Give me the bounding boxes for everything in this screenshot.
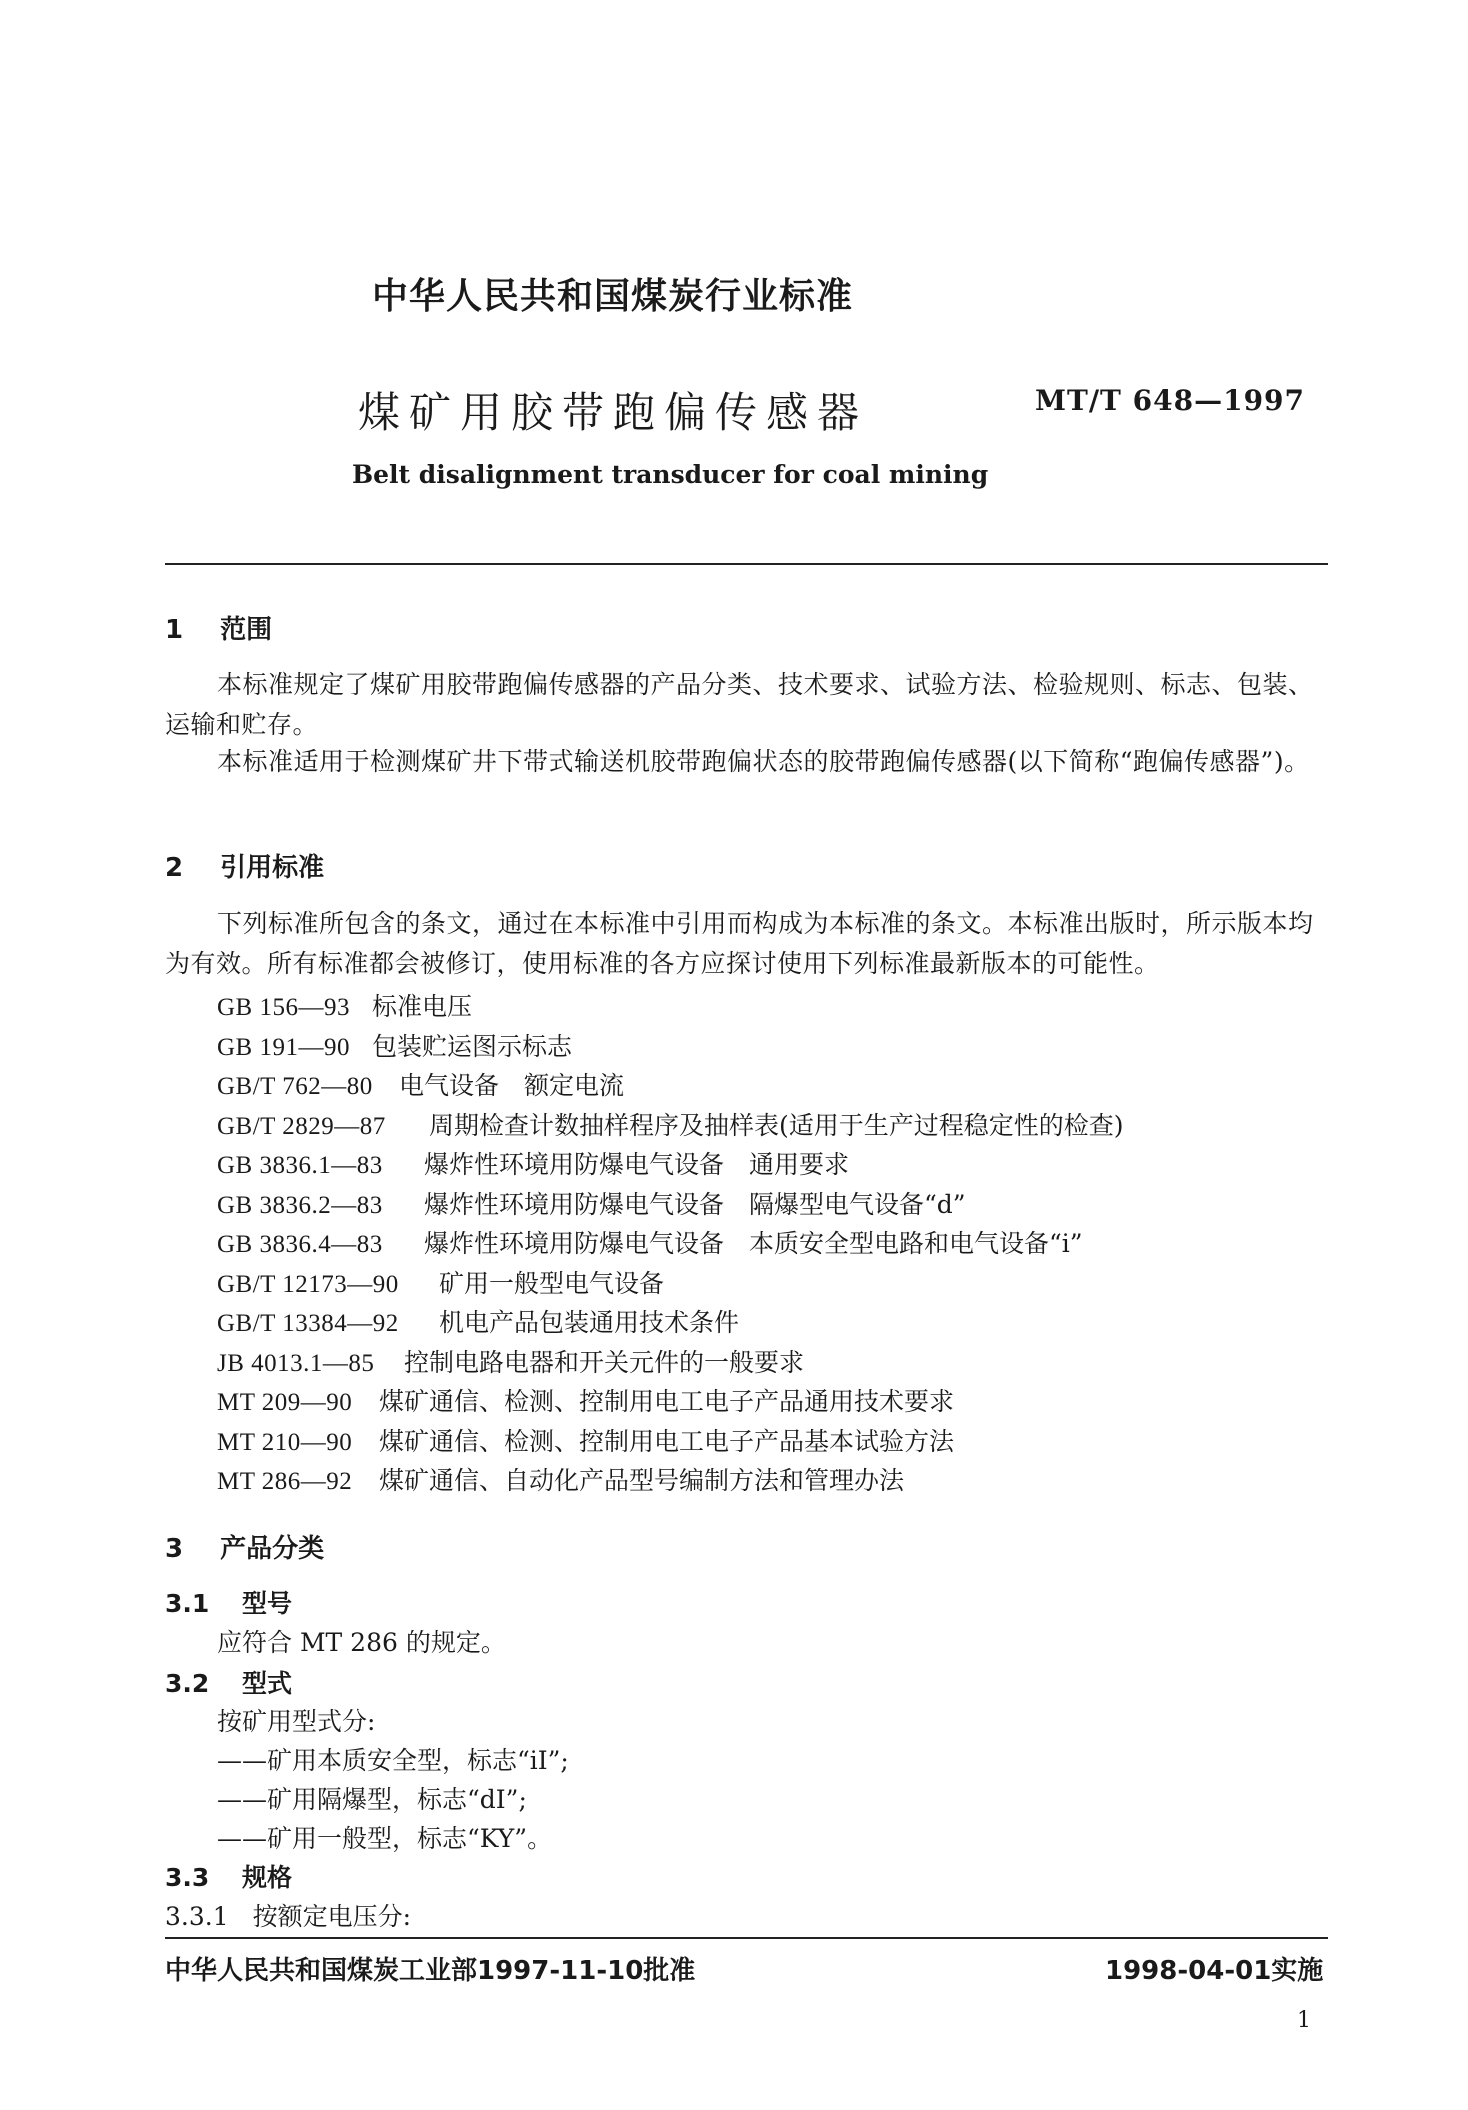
section-3-1-heading — [165, 1584, 292, 1624]
effective-date: 1998-04-01实施 — [1105, 1956, 1324, 1986]
reference-code: GB 3836.1—83 — [217, 1152, 383, 1179]
type-list-item: ——矿用本质安全型，标志“iI”; — [217, 1746, 569, 1775]
type-list-item: ——矿用隔爆型，标志“dI”; — [217, 1785, 527, 1814]
reference-item — [217, 1382, 954, 1418]
section-3-3-title: 规格 — [242, 1863, 293, 1892]
reference-item — [217, 1145, 849, 1181]
reference-code: GB/T 13384—92 — [217, 1310, 399, 1337]
reference-title: 爆炸性环境用防爆电气设备 本质安全型电路和电气设备“i” — [424, 1229, 1083, 1258]
document-title-en: Belt disalignment transducer for coal mining — [352, 460, 989, 489]
reference-code: MT 286—92 — [217, 1468, 353, 1495]
reference-title: 爆炸性环境用防爆电气设备 通用要求 — [424, 1150, 850, 1179]
section-1-number: 1 — [165, 615, 184, 645]
reference-code: JB 4013.1—85 — [217, 1349, 375, 1377]
reference-title: 周期检查计数抽样程序及抽样表(适用于生产过程稳定性的检查) — [429, 1110, 1124, 1140]
reference-item — [217, 1264, 664, 1300]
section-3-title: 产品分类 — [220, 1534, 325, 1564]
section-3-3-1-heading — [165, 1897, 411, 1937]
type-list-item: ——矿用一般型，标志“KY”。 — [217, 1824, 553, 1853]
section-3-2-intro: 按矿用型式分: — [217, 1707, 376, 1736]
reference-title: 爆炸性环境用防爆电气设备 隔爆型电气设备“d” — [424, 1189, 966, 1219]
reference-item — [217, 1106, 1124, 1142]
section-3-1-number: 3.1 — [165, 1589, 210, 1618]
section-3-heading — [165, 1528, 324, 1565]
reference-code: GB 191—90 — [217, 1033, 350, 1061]
section-3-number: 3 — [165, 1534, 184, 1564]
reference-item — [217, 1027, 572, 1063]
section-1-paragraph-2: 本标准适用于检测煤矿井下带式输送机胶带跑偏状态的胶带跑偏传感器(以下简称“跑偏传感器”)。 — [217, 747, 1310, 776]
reference-item — [217, 987, 472, 1023]
reference-code: GB 3836.2—83 — [217, 1191, 383, 1219]
reference-code: GB/T 12173—90 — [217, 1270, 399, 1298]
footer-divider — [165, 1937, 1328, 1939]
standard-code: MT/T 648—1997 — [1035, 384, 1306, 417]
section-2-number: 2 — [165, 853, 184, 883]
document-title-cn: 煤矿用胶带跑偏传感器 — [358, 388, 869, 437]
reference-code: MT 209—90 — [217, 1389, 353, 1416]
page-number: 1 — [1297, 2008, 1311, 2033]
section-1-title: 范围 — [220, 615, 273, 645]
section-3-2-title: 型式 — [242, 1669, 293, 1698]
reference-title: 矿用一般型电气设备 — [439, 1268, 665, 1298]
section-3-3-number: 3.3 — [165, 1863, 210, 1892]
reference-code: GB 156—93 — [217, 994, 350, 1021]
reference-title: 煤矿通信、检测、控制用电工电子产品通用技术要求 — [379, 1387, 955, 1416]
section-3-1-title: 型号 — [242, 1589, 293, 1618]
section-3-2-number: 3.2 — [165, 1669, 210, 1698]
reference-code: GB/T 2829—87 — [217, 1112, 386, 1140]
reference-title: 包装贮运图示标志 — [371, 1031, 572, 1061]
header-divider — [165, 563, 1328, 565]
approval-line: 中华人民共和国煤炭工业部1997-11-10批准 — [165, 1956, 696, 1986]
reference-item — [217, 1461, 904, 1497]
section-2-heading — [165, 847, 324, 884]
section-3-3-1-number: 3.3.1 — [165, 1902, 229, 1931]
reference-item — [217, 1422, 954, 1458]
section-3-3-1-title: 按额定电压分: — [252, 1902, 412, 1931]
reference-item — [217, 1303, 739, 1339]
section-1-heading — [165, 609, 272, 646]
section-3-2-heading — [165, 1664, 292, 1704]
reference-title: 标准电压 — [371, 992, 472, 1021]
section-1-paragraph-1: 本标准规定了煤矿用胶带跑偏传感器的产品分类、技术要求、试验方法、检验规则、标志、包装、运输和贮存。 — [165, 670, 1314, 739]
reference-title: 机电产品包装通用技术条件 — [439, 1308, 740, 1337]
reference-code: GB/T 762—80 — [217, 1073, 373, 1100]
issuing-org-line: 中华人民共和国煤炭行业标准 — [372, 276, 854, 317]
reference-title: 煤矿通信、检测、控制用电工电子产品基本试验方法 — [379, 1426, 955, 1456]
section-2-intro: 下列标准所包含的条文，通过在本标准中引用而构成为本标准的条文。本标准出版时，所示版本均为有效。所有标准都会被修订，使用标准的各方应探讨使用下列标准最新版本的可能性。 — [165, 909, 1314, 978]
reference-item — [217, 1224, 1083, 1260]
reference-title: 控制电路电器和开关元件的一般要求 — [404, 1347, 805, 1377]
reference-item — [217, 1185, 966, 1221]
section-3-1-text: 应符合 MT 286 的规定。 — [217, 1628, 506, 1657]
reference-code: MT 210—90 — [217, 1428, 353, 1456]
reference-item — [217, 1066, 624, 1102]
reference-title: 煤矿通信、自动化产品型号编制方法和管理办法 — [379, 1466, 905, 1495]
section-3-3-heading — [165, 1858, 292, 1898]
reference-item — [217, 1343, 804, 1379]
reference-title: 电气设备 额定电流 — [399, 1071, 625, 1100]
reference-code: GB 3836.4—83 — [217, 1231, 383, 1258]
section-2-title: 引用标准 — [220, 853, 325, 883]
